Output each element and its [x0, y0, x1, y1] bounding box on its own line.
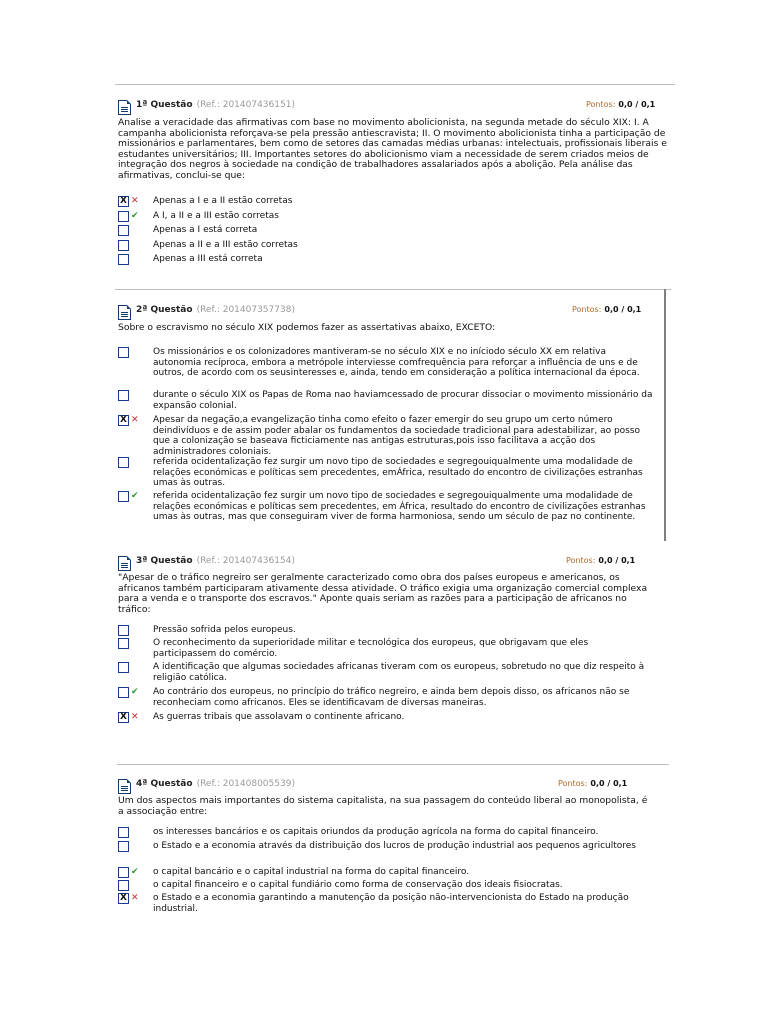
option: [118, 457, 660, 491]
checkbox-icon[interactable]: [118, 867, 129, 878]
question-points: Pontos: 0,0 / 0,1: [558, 779, 628, 788]
options-list: [118, 625, 663, 725]
option-text: Apesar da negação,a evangelização tinha como efeito o fazer emergir do seu grupo um certo número deindivíduos e de assim poder abalar os fundamentos da sociedade tradicional para adestabilizar, ao posso que a colonização se baseava ficticiamente nas antigas estruturas,pois isso facilitava a acção dos administradores coloniais.: [153, 415, 641, 457]
checkbox-icon[interactable]: [118, 225, 129, 236]
option: [118, 841, 663, 867]
option-text: Apenas a III está correta: [153, 254, 263, 264]
question-ref: (Ref.: 201407357738): [196, 305, 295, 315]
checkbox-icon[interactable]: [118, 638, 129, 649]
option-text: Ao contrário dos europeus, no princípio do tráfico negreiro, e ainda bem depois disso, os africanos não se reconheciam como africanos. Eles se identificavam de diversas maneiras.: [153, 687, 630, 708]
option: [118, 625, 663, 638]
option-text: Apenas a II e a III estão corretas: [153, 239, 298, 250]
option: [118, 662, 663, 687]
option-text: o capital financeiro e o capital fundiário como forma de conservação dos ideais fisiocratas.: [153, 880, 563, 890]
separator: [115, 84, 675, 85]
option: [118, 390, 660, 415]
checkbox-checked-icon[interactable]: X: [118, 712, 129, 723]
checkmark-icon: ✔: [131, 210, 139, 221]
checkbox-icon[interactable]: [118, 240, 129, 251]
cross-icon: ✕: [131, 893, 139, 903]
option: [118, 893, 663, 917]
option: [118, 415, 660, 457]
document-icon: [118, 100, 131, 115]
option: [118, 880, 663, 893]
question-title: 2ª Questão (Ref.: 201407357738): [136, 305, 295, 315]
document-icon: [118, 556, 131, 571]
document-icon: [118, 779, 131, 794]
options-list: [118, 196, 673, 269]
cross-icon: ✕: [131, 415, 139, 425]
checkbox-icon[interactable]: [118, 841, 129, 852]
option-text: durante o século XIX os Papas de Roma nao haviamcessado de procurar dissociar o movimento missionário da expansão colonial.: [153, 390, 653, 411]
checkbox-checked-icon[interactable]: X: [118, 196, 129, 207]
checkmark-icon: ✔: [131, 491, 139, 501]
option: [118, 211, 673, 226]
option-text: Pressão sofrida pelos europeus.: [153, 625, 296, 635]
checkbox-icon[interactable]: [118, 347, 129, 358]
option-text: o Estado e a economia através da distribuição dos lucros de produção industrial aos pequenos agricultores: [153, 841, 636, 851]
option: [118, 491, 660, 535]
cross-icon: ✕: [131, 712, 139, 722]
question-header: [118, 556, 663, 572]
separator: [115, 289, 671, 290]
question-points: Pontos: 0,0 / 0,1: [566, 556, 636, 565]
checkbox-icon[interactable]: [118, 662, 129, 673]
option: [118, 867, 663, 880]
checkbox-icon[interactable]: [118, 390, 129, 401]
option: [118, 196, 673, 211]
options-list: [118, 827, 663, 917]
option-text: A identificação que algumas sociedades africanas tiveram com os europeus, sobretudo no que diz respeito à religião católica.: [153, 662, 645, 683]
separator: [117, 764, 669, 765]
checkbox-icon[interactable]: [118, 827, 129, 838]
question-title: 4ª Questão (Ref.: 201408005539): [136, 779, 295, 789]
option: [118, 347, 660, 390]
option: [118, 638, 663, 662]
option-text: As guerras tribais que assolavam o continente africano.: [153, 712, 405, 722]
option: [118, 240, 673, 255]
question-stem: Analise a veracidade das afirmativas com base no movimento abolicionista, na segunda metade do século XIX: I. A campanha abolicionista reforçava-se pela pressão antiescravista; II. O movimento abolicionista tinha a participação de missionários e parlamentares, bem como de setores das camadas médias urbanas: intelectuais, profissionais liberais e estudantes universitários; III. Importantes setores do abolicionismo viam a necessidade de serem criados meios de integração dos negros à sociedade na condição de trabalhadores assalariados após a abolição. Pela análise das afirmativas, conclui-se que:: [118, 117, 667, 181]
checkbox-icon[interactable]: [118, 880, 129, 891]
question-stem: "Apesar de o tráfico negreiro ser geralmente caracterizado como obra dos países europeus e americanos, os africanos também participaram ativamente dessa atividade. O tráfico exigia uma organização comercial complexa para a venda e o transporte dos escravos." Aponte quais seriam as razões para a participação de africanos no tráfico:: [118, 572, 648, 615]
checkbox-icon[interactable]: [118, 625, 129, 636]
option-text: os interesses bancários e os capitais oriundos da produção agrícola na forma do capital financeiro.: [153, 827, 599, 837]
question-title: 3ª Questão (Ref.: 201407436154): [136, 556, 295, 566]
checkbox-icon[interactable]: [118, 491, 129, 502]
question-points: Pontos: 0,0 / 0,1: [572, 305, 642, 314]
option-text: o capital bancário e o capital industrial na forma do capital financeiro.: [153, 867, 470, 877]
options-list: [118, 347, 660, 535]
question-ref: (Ref.: 201407436151): [196, 100, 295, 110]
option-text: A I, a II e a III estão corretas: [153, 210, 279, 221]
option-text: O reconhecimento da superioridade militar e tecnológica dos europeus, que obrigavam que eles participassem do comércio.: [153, 638, 589, 659]
option-text: Apenas a I e a II estão corretas: [153, 196, 293, 206]
option: [118, 225, 673, 240]
question-stem: Um dos aspectos mais importantes do sistema capitalista, na sua passagem do conteúdo liberal ao monopolista, é a associação entre:: [118, 795, 648, 817]
option-text: Os missionários e os colonizadores mantiveram-se no século XIX e no iníciodo século XX em relativa autonomia recíproca, embora a metrópole interviesse comfrequência para reforçar a influência de uns e de outros, de acordo com os seusinteresses e, ainda, tendo em consideração a política internacional da época.: [153, 347, 640, 378]
document-icon: [118, 305, 131, 320]
checkbox-checked-icon[interactable]: X: [118, 415, 129, 426]
question-header: [118, 779, 663, 795]
question-points: Pontos: 0,0 / 0,1: [586, 100, 656, 109]
question-header: [118, 100, 673, 116]
option: [118, 687, 663, 712]
option-text: referida ocidentalização fez surgir um novo tipo de sociedades e segregouiqualmente uma modalidade de relações económicas e políticas sem precedentes, emÁfrica, resultado do encontro de civilizações estranhas umas às outras.: [153, 457, 643, 488]
vertical-divider: [664, 289, 666, 541]
checkmark-icon: ✔: [131, 867, 139, 877]
question-ref: (Ref.: 201407436154): [196, 556, 295, 566]
checkmark-icon: ✔: [131, 687, 139, 697]
question-stem: Sobre o escravismo no século XIX podemos fazer as assertativas abaixo, EXCETO:: [118, 322, 496, 333]
checkbox-icon[interactable]: [118, 211, 129, 222]
checkbox-icon[interactable]: [118, 687, 129, 698]
checkbox-icon[interactable]: [118, 254, 129, 265]
cross-icon: ✕: [131, 196, 139, 206]
option: [118, 827, 663, 841]
question-title: 1ª Questão (Ref.: 201407436151): [136, 100, 295, 110]
option-text: Apenas a I está correta: [153, 225, 258, 235]
checkbox-icon[interactable]: [118, 457, 129, 468]
option: [118, 254, 673, 269]
option-text: o Estado e a economia garantindo a manutenção da posição não-intervencionista do Estado na produção industrial.: [153, 893, 629, 914]
question-header: [118, 305, 660, 321]
question-ref: (Ref.: 201408005539): [196, 779, 295, 789]
option-text: referida ocidentalização fez surgir um novo tipo de sociedades e segregouiqualmente uma modalidade de relações económicas e políticas sem precedentes, em África, resultado do encontro de civilizações estranhas umas às outras, mas que conseguiram viver de forma harmoniosa, sendo um século de paz no continente.: [153, 491, 646, 522]
checkbox-checked-icon[interactable]: X: [118, 893, 129, 904]
option: [118, 712, 663, 725]
